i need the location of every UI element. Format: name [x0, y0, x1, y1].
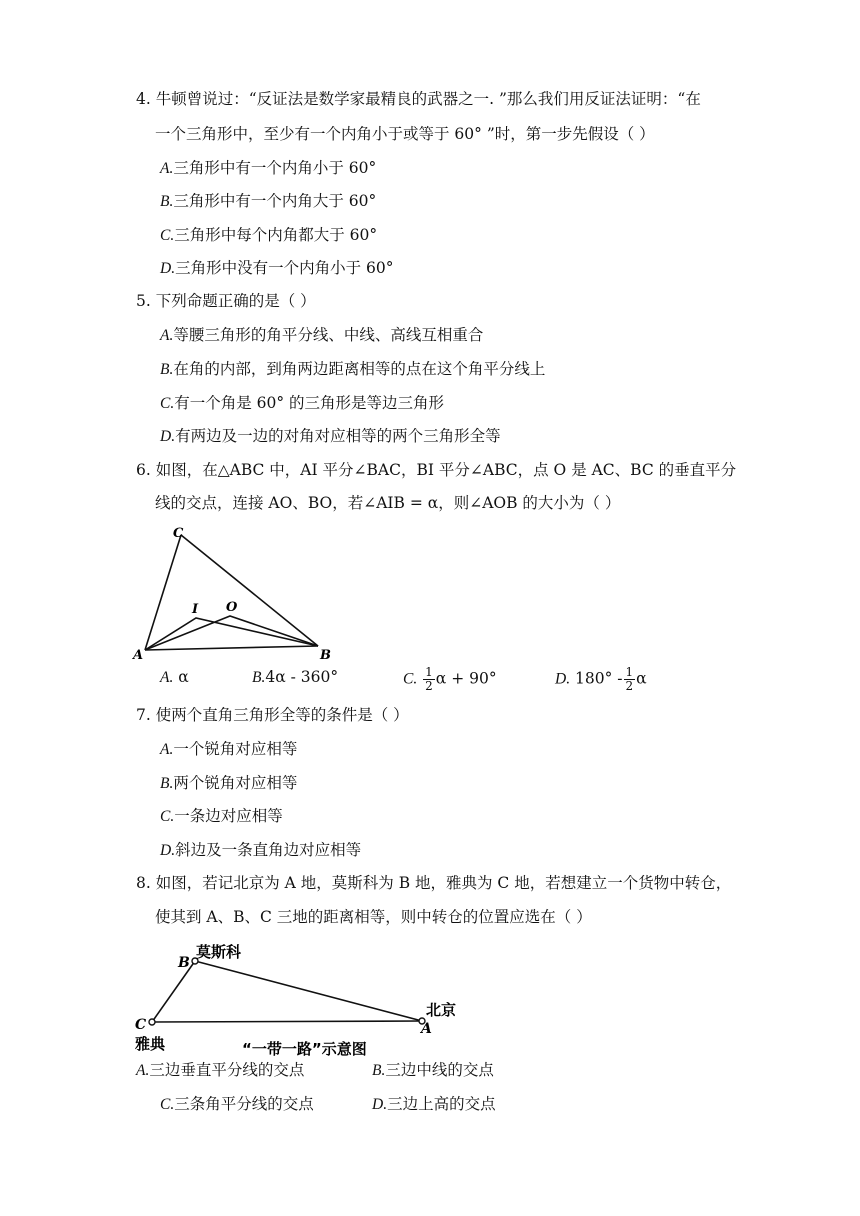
label-b: B: [320, 648, 331, 663]
option-letter: A.: [160, 327, 174, 344]
q8-option-b[interactable]: [372, 1059, 494, 1082]
option-letter: C.: [160, 395, 175, 412]
q8-stem-line2: 使其到 A、B、C 三地的距离相等，则中转仓的位置应选在（ ）: [155, 908, 592, 926]
option-letter: D.: [372, 1096, 388, 1113]
option-letter: C.: [403, 670, 418, 688]
option-letter: B.: [252, 669, 266, 686]
point-c: [149, 1019, 155, 1025]
option-text: 斜边及一条直角边对应相等: [175, 841, 362, 859]
q4-option-b[interactable]: [160, 190, 376, 213]
option-text: 三角形中没有一个内角小于 60°: [175, 259, 394, 277]
q7-option-d[interactable]: [160, 839, 361, 862]
q5-option-d[interactable]: [160, 425, 501, 448]
q4-option-a[interactable]: [160, 157, 376, 180]
fraction-half: $\frac{1}{2}$: [625, 665, 634, 693]
q6-option-b[interactable]: [252, 666, 338, 689]
side-ba: [195, 961, 422, 1021]
option-text: 一条边对应相等: [174, 807, 283, 825]
option-text: α: [178, 668, 189, 686]
option-text-head: 180° -: [575, 669, 623, 688]
segments-ai-bi: [145, 618, 318, 650]
q4-stem-line1: 4. 牛顿曾说过：“反证法是数学家最精良的武器之一. ”那么我们用反证法证明：“在: [136, 90, 701, 108]
q6-option-c[interactable]: [403, 666, 497, 693]
option-letter: D.: [555, 670, 571, 688]
side-ac: [145, 535, 181, 650]
fraction-half: $\frac{1}{2}$: [425, 665, 433, 693]
belt-road-map-figure: [130, 940, 470, 1058]
label-a: A: [421, 1021, 432, 1037]
q8-option-d[interactable]: [372, 1093, 496, 1116]
q7-option-c[interactable]: [160, 805, 283, 828]
option-letter: D.: [160, 428, 176, 445]
option-text: 4α - 360°: [265, 668, 339, 686]
option-letter: B.: [372, 1062, 386, 1079]
q5-option-b[interactable]: [160, 358, 545, 381]
q7-stem: 7. 使两个直角三角形全等的条件是（ ）: [136, 706, 409, 724]
side-bc: [181, 535, 318, 646]
q6-stem-line1: 6. 如图，在△ABC 中，AI 平分∠BAC，BI 平分∠ABC，点 O 是 AC、BC 的垂直平分: [136, 461, 737, 479]
option-text: 三边中线的交点: [385, 1061, 494, 1079]
q5-option-c[interactable]: [160, 392, 444, 415]
option-letter: D.: [160, 260, 176, 277]
q8-option-a[interactable]: [136, 1059, 304, 1082]
option-letter: C.: [160, 1096, 175, 1113]
q8-option-c[interactable]: [160, 1093, 314, 1116]
option-text: 等腰三角形的角平分线、中线、高线互相重合: [173, 326, 484, 344]
option-text: α + 90°: [435, 669, 497, 688]
option-text: 有两边及一边的对角对应相等的两个三角形全等: [175, 427, 501, 445]
option-letter: D.: [160, 842, 176, 859]
label-beijing: 北京: [426, 1001, 457, 1019]
side-ca: [152, 1021, 422, 1022]
option-letter: A.: [136, 1062, 150, 1079]
option-text: 两个锐角对应相等: [173, 774, 298, 792]
label-a: A: [133, 648, 144, 663]
triangle-abc-figure: [130, 522, 340, 664]
q8-stem-line1: 8. 如图，若记北京为 A 地，莫斯科为 B 地，雅典为 C 地，若想建立一个货物中转仓，: [136, 874, 732, 892]
option-letter: A.: [160, 741, 174, 758]
label-i: I: [192, 602, 199, 617]
label-o: O: [226, 600, 238, 615]
option-text-tail: α: [636, 669, 647, 688]
q4-stem-line2: 一个三角形中，至少有一个内角小于或等于 60° ”时，第一步先假设（ ）: [155, 125, 655, 143]
option-text: 三边上高的交点: [387, 1095, 496, 1113]
label-athens: 雅典: [135, 1035, 166, 1053]
option-text: 三条角平分线的交点: [174, 1095, 314, 1113]
option-text: 三角形中有一个内角小于 60°: [173, 159, 377, 177]
q5-option-a[interactable]: [160, 324, 483, 347]
option-text: 三角形中每个内角都大于 60°: [174, 226, 378, 244]
option-letter: C.: [160, 227, 175, 244]
q7-option-a[interactable]: [160, 738, 297, 761]
label-c: C: [173, 526, 184, 541]
option-letter: A.: [160, 160, 174, 177]
label-c: C: [135, 1017, 147, 1033]
label-b: B: [178, 955, 190, 971]
label-moscow: 莫斯科: [196, 943, 242, 961]
option-letter: C.: [160, 808, 175, 825]
option-letter: B.: [160, 193, 174, 210]
q6-stem-line2: 线的交点，连接 AO、BO，若∠AIB = α，则∠AOB 的大小为（ ）: [155, 494, 621, 512]
option-letter: A.: [160, 669, 174, 686]
q4-option-c[interactable]: [160, 224, 377, 247]
q7-option-b[interactable]: [160, 772, 297, 795]
side-ab: [145, 646, 318, 650]
option-text: 一个锐角对应相等: [173, 740, 298, 758]
q5-stem: 5. 下列命题正确的是（ ）: [136, 292, 316, 310]
q6-option-a[interactable]: [160, 666, 189, 689]
option-text: 三角形中有一个内角大于 60°: [173, 192, 377, 210]
option-text: 三边垂直平分线的交点: [149, 1061, 305, 1079]
option-letter: B.: [160, 775, 174, 792]
map-caption: “一带一路”示意图: [242, 1040, 367, 1058]
q4-option-d[interactable]: [160, 257, 393, 280]
option-text: 在角的内部，到角两边距离相等的点在这个角平分线上: [173, 360, 546, 378]
option-letter: B.: [160, 361, 174, 378]
q6-option-d[interactable]: [555, 666, 647, 693]
option-text: 有一个角是 60° 的三角形是等边三角形: [174, 394, 445, 412]
